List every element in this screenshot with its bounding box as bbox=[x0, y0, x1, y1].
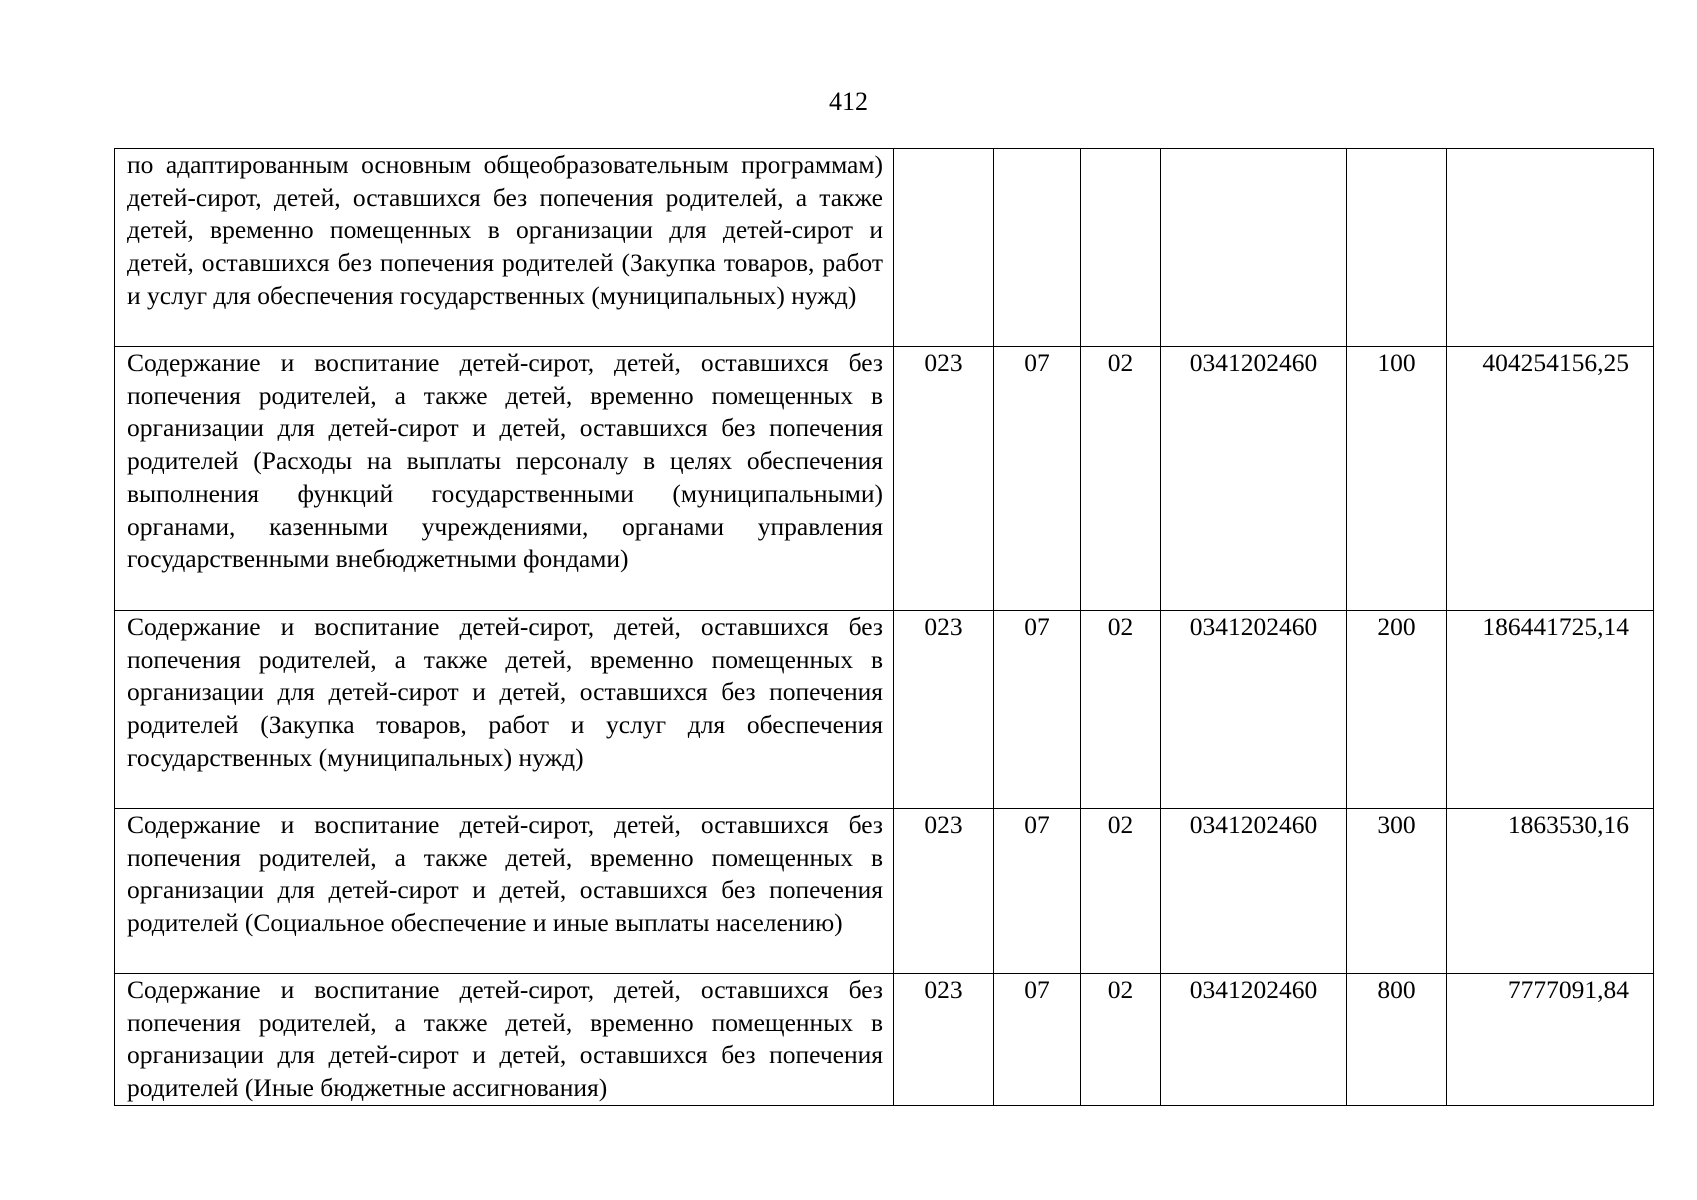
row-description: Содержание и воспитание детей-сирот, детей, оставшихся без попечения родителей, а также детей, временно помещенных в организации для детей-сирот и детей, оставшихся без попечения родителей (Социальное обеспечение и иные выплаты населению) bbox=[115, 809, 894, 974]
row-description: Содержание и воспитание детей-сирот, детей, оставшихся без попечения родителей, а также детей, временно помещенных в организации для детей-сирот и детей, оставшихся без попечения родителей (Расходы на выплаты персоналу в целях обеспечения выполнения функций государственными (муниципальными) органами, казенными учреждениями, органами управления государственными внебюджетными фондами) bbox=[115, 347, 894, 611]
row-target-code: 0341202460 bbox=[1161, 347, 1347, 611]
table-row bbox=[115, 809, 1654, 974]
row-description: Содержание и воспитание детей-сирот, детей, оставшихся без попечения родителей, а также детей, временно помещенных в организации для детей-сирот и детей, оставшихся без попечения родителей (Закупка товаров, работ и услуг для обеспечения государственных (муниципальных) нужд) bbox=[115, 611, 894, 809]
row-subsection-code: 02 bbox=[1081, 974, 1161, 1106]
row-amount: 404254156,25 bbox=[1447, 347, 1654, 611]
row-ministry-code: 023 bbox=[894, 809, 994, 974]
row-subsection-code: 02 bbox=[1081, 611, 1161, 809]
row-amount: 7777091,84 bbox=[1447, 974, 1654, 1106]
row-target-code bbox=[1161, 149, 1347, 347]
budget-table bbox=[114, 148, 1654, 1106]
row-subsection-code: 02 bbox=[1081, 809, 1161, 974]
row-expense-type bbox=[1347, 149, 1447, 347]
row-section-code: 07 bbox=[994, 974, 1081, 1106]
row-expense-type: 100 bbox=[1347, 347, 1447, 611]
page-number: 412 bbox=[829, 87, 868, 116]
table-row bbox=[115, 149, 1654, 347]
row-ministry-code bbox=[894, 149, 994, 347]
row-target-code: 0341202460 bbox=[1161, 974, 1347, 1106]
row-amount: 1863530,16 bbox=[1447, 809, 1654, 974]
row-ministry-code: 023 bbox=[894, 611, 994, 809]
row-target-code: 0341202460 bbox=[1161, 611, 1347, 809]
row-section-code: 07 bbox=[994, 611, 1081, 809]
row-subsection-code: 02 bbox=[1081, 347, 1161, 611]
table-row bbox=[115, 611, 1654, 809]
row-ministry-code: 023 bbox=[894, 974, 994, 1106]
row-target-code: 0341202460 bbox=[1161, 809, 1347, 974]
row-section-code: 07 bbox=[994, 809, 1081, 974]
row-expense-type: 800 bbox=[1347, 974, 1447, 1106]
row-section-code: 07 bbox=[994, 347, 1081, 611]
row-amount: 186441725,14 bbox=[1447, 611, 1654, 809]
row-subsection-code bbox=[1081, 149, 1161, 347]
row-description: по адаптированным основным общеобразовательным программам) детей-сирот, детей, оставшихся без попечения родителей, а также детей, временно помещенных в организации для детей-сирот и детей, оставшихся без попечения родителей (Закупка товаров, работ и услуг для обеспечения государственных (муниципальных) нужд) bbox=[115, 149, 894, 347]
row-section-code bbox=[994, 149, 1081, 347]
row-expense-type: 300 bbox=[1347, 809, 1447, 974]
row-description: Содержание и воспитание детей-сирот, детей, оставшихся без попечения родителей, а также детей, временно помещенных в организации для детей-сирот и детей, оставшихся без попечения родителей (Иные бюджетные ассигнования) bbox=[115, 974, 894, 1106]
row-ministry-code: 023 bbox=[894, 347, 994, 611]
table-row bbox=[115, 974, 1654, 1106]
row-amount bbox=[1447, 149, 1654, 347]
row-expense-type: 200 bbox=[1347, 611, 1447, 809]
table-row bbox=[115, 347, 1654, 611]
